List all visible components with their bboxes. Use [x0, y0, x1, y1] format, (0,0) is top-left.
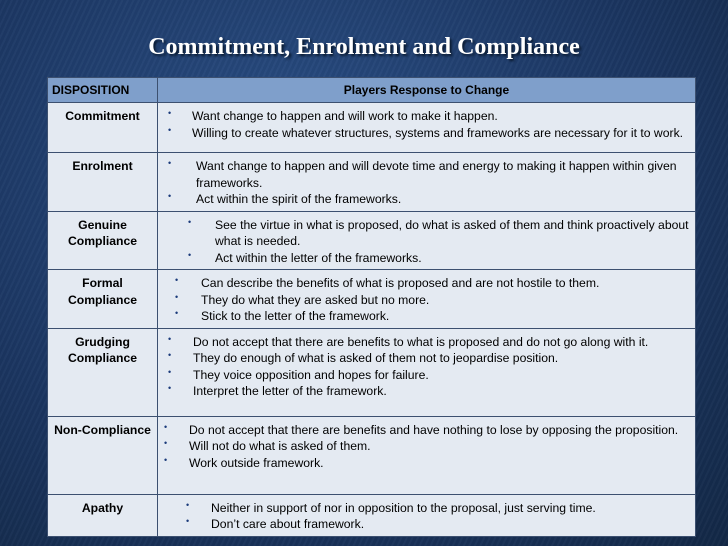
- response-text: Interpret the letter of the framework.: [193, 384, 387, 398]
- list-item: [168, 124, 691, 142]
- disposition-cell: Formal Compliance: [48, 270, 158, 329]
- response-text: Do not accept that there are benefits to what is proposed and do not go along with it.: [193, 334, 649, 349]
- bullet-icon: •: [168, 350, 172, 360]
- table-row: [48, 211, 696, 270]
- bullet-icon: •: [175, 291, 179, 302]
- bullet-icon: •: [186, 499, 190, 510]
- table-header-row: [48, 78, 696, 103]
- list-item: [168, 350, 691, 367]
- list-item: [168, 383, 691, 400]
- table-row: [48, 270, 696, 329]
- bullet-icon: •: [186, 516, 190, 526]
- response-cell: [158, 153, 696, 212]
- response-text: Want change to happen and will devote time and energy to making it happen within given frameworks.: [196, 159, 677, 190]
- list-item: [186, 499, 691, 517]
- list-item: [175, 308, 691, 325]
- disposition-cell: Enrolment: [48, 153, 158, 212]
- disposition-cell: Genuine Compliance: [48, 211, 158, 270]
- list-item: [168, 158, 691, 191]
- response-list: [158, 103, 695, 144]
- response-cell: [158, 270, 696, 329]
- list-item: [168, 191, 691, 208]
- list-item: [186, 516, 691, 533]
- list-item: [168, 333, 691, 351]
- response-list: [158, 329, 695, 403]
- bullet-icon: •: [168, 383, 172, 393]
- table-row: [48, 416, 696, 494]
- response-list: [158, 212, 695, 270]
- response-text: Do not accept that there are benefits and have nothing to lose by opposing the proposition.: [189, 422, 679, 437]
- header-disposition: DISPOSITION: [48, 78, 158, 103]
- table-row: [48, 103, 696, 153]
- list-item: [175, 291, 691, 309]
- response-text: Stick to the letter of the framework.: [201, 309, 390, 323]
- bullet-icon: •: [188, 216, 192, 227]
- response-text: They do what they are asked but no more.: [201, 292, 430, 307]
- disposition-cell: Grudging Compliance: [48, 328, 158, 416]
- response-text: Act within the spirit of the frameworks.: [196, 192, 402, 206]
- slide-title: Commitment, Enrolment and Compliance: [148, 34, 580, 60]
- response-text: See the virtue in what is proposed, do what is asked of them and think proactively about what is needed.: [215, 217, 689, 248]
- bullet-icon: •: [168, 124, 172, 135]
- response-text: Neither in support of nor in opposition to the proposal, just serving time.: [211, 500, 596, 515]
- disposition-cell: Commitment: [48, 103, 158, 153]
- response-text: They voice opposition and hopes for failure.: [193, 367, 429, 382]
- response-list: [158, 153, 695, 211]
- list-item: [175, 275, 691, 292]
- disposition-cell: Non-Compliance: [48, 416, 158, 494]
- bullet-icon: •: [168, 191, 172, 201]
- response-list: [158, 417, 695, 475]
- response-cell: [158, 328, 696, 416]
- list-item: [168, 108, 691, 125]
- list-item: [164, 454, 691, 472]
- response-list: [158, 495, 695, 536]
- response-text: Will not do what is asked of them.: [189, 439, 371, 453]
- response-text: Can describe the benefits of what is proposed and are not hostile to them.: [201, 276, 600, 290]
- response-cell: [158, 416, 696, 494]
- bullet-icon: •: [168, 366, 172, 377]
- list-item: [164, 438, 691, 455]
- response-text: Don’t care about framework.: [211, 517, 365, 531]
- bullet-icon: •: [188, 249, 192, 260]
- bullet-icon: •: [175, 308, 179, 318]
- table-row: [48, 153, 696, 212]
- table-row: [48, 328, 696, 416]
- response-list: [158, 270, 695, 328]
- response-text: Want change to happen and will work to make it happen.: [192, 109, 498, 123]
- bullet-icon: •: [168, 158, 172, 168]
- list-item: [168, 366, 691, 384]
- list-item: [164, 421, 691, 439]
- bullet-icon: •: [164, 454, 168, 465]
- bullet-icon: •: [168, 108, 172, 118]
- disposition-table-wrap: [47, 77, 695, 537]
- bullet-icon: •: [175, 275, 179, 285]
- table-body: [48, 103, 696, 537]
- list-item: [188, 249, 691, 267]
- response-text: Willing to create whatever structures, systems and frameworks are necessary for it to work.: [192, 125, 684, 140]
- table-row: [48, 494, 696, 536]
- response-cell: [158, 494, 696, 536]
- bullet-icon: •: [164, 421, 168, 432]
- response-text: Work outside framework.: [189, 455, 324, 470]
- response-cell: [158, 103, 696, 153]
- bullet-icon: •: [164, 438, 168, 448]
- disposition-cell: Apathy: [48, 494, 158, 536]
- disposition-table: [47, 77, 696, 537]
- bullet-icon: •: [168, 333, 172, 344]
- list-item: [188, 216, 691, 250]
- header-players-response: Players Response to Change: [158, 78, 696, 103]
- response-cell: [158, 211, 696, 270]
- response-text: They do enough of what is asked of them not to jeopardise position.: [193, 351, 559, 365]
- response-text: Act within the letter of the frameworks.: [215, 250, 422, 265]
